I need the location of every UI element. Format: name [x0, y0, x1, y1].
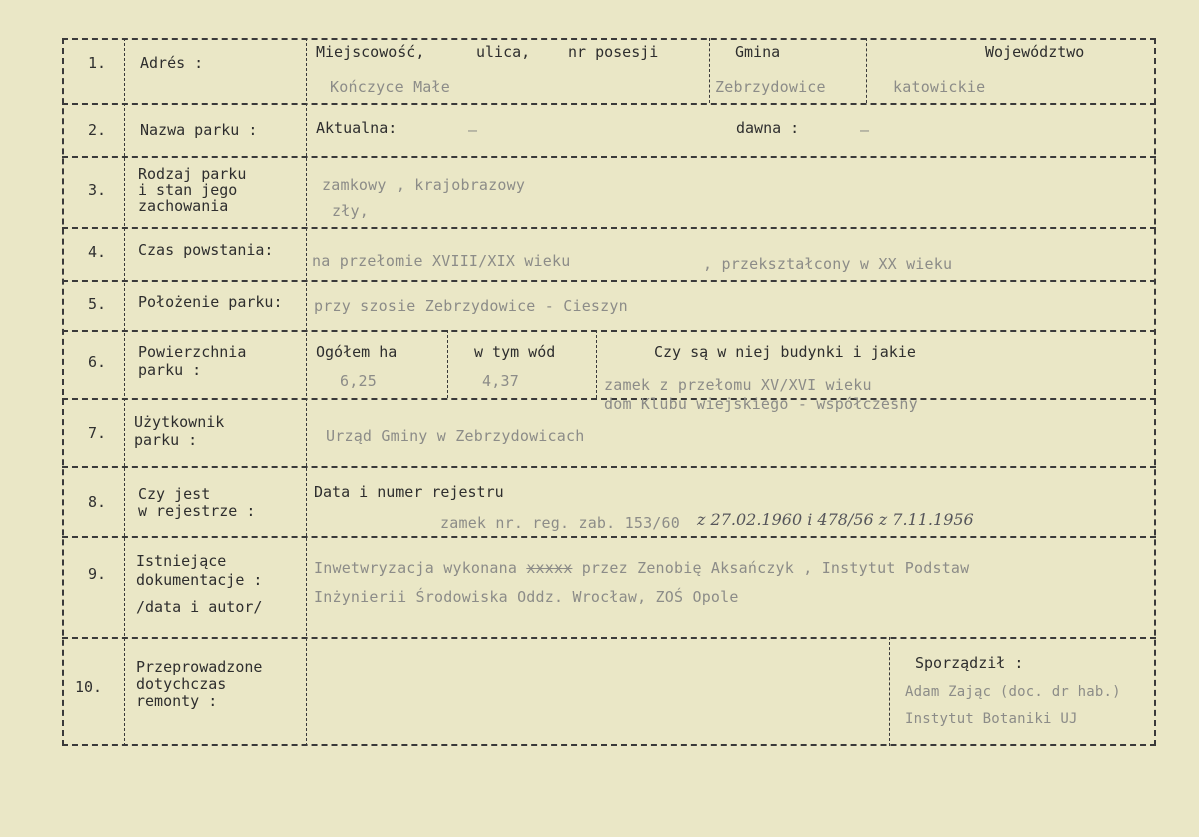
- voivodeship-value: katowickie: [893, 78, 986, 96]
- repairs-label: remonty :: [136, 692, 218, 710]
- locality-header: Miejscowość,: [316, 43, 425, 61]
- creation-time-label: Czas powstania:: [138, 241, 274, 259]
- documentation-label: /data i autor/: [136, 598, 263, 616]
- former-name-value: –: [860, 121, 870, 139]
- row-divider: [62, 637, 1156, 639]
- column-divider: [889, 637, 890, 746]
- street-header: ulica,: [476, 43, 531, 61]
- row-divider: [62, 466, 1156, 468]
- current-name-label: Aktualna:: [316, 119, 398, 137]
- user-value: Urząd Gminy w Zebrzydowicach: [326, 427, 585, 445]
- documentation-text: Inwetwryzacja wykonana: [314, 559, 518, 577]
- buildings-value: dom Klubu wiejskiego - współczesny: [604, 395, 918, 413]
- row-number: 1.: [88, 54, 107, 72]
- documentation-text: przez Zenobię Aksańczyk , Instytut Podstaw: [581, 559, 970, 577]
- water-area-value: 4,37: [482, 372, 519, 390]
- number-header: nr posesji: [568, 43, 659, 61]
- repairs-label: dotychczas: [136, 675, 227, 693]
- row-number: 2.: [88, 121, 107, 139]
- prepared-by-label: Sporządził :: [915, 654, 1024, 672]
- water-area-header: w tym wód: [474, 343, 556, 361]
- row-number: 9.: [88, 565, 107, 583]
- former-name-label: dawna :: [736, 119, 800, 137]
- locality-value: Kończyce Małe: [330, 78, 450, 96]
- row-number: 8.: [88, 493, 107, 511]
- row-number: 4.: [88, 243, 107, 261]
- register-value: zamek nr. reg. zab. 153/60: [440, 514, 680, 532]
- row-divider: [62, 330, 1156, 332]
- row-number: 3.: [88, 181, 107, 199]
- row-number: 10.: [75, 678, 103, 696]
- park-type-label: zachowania: [138, 197, 229, 215]
- buildings-value: zamek z przełomu XV/XVI wieku: [604, 376, 872, 394]
- row-number: 6.: [88, 353, 107, 371]
- register-label: Czy jest: [138, 485, 211, 503]
- park-type-label: i stan jego: [138, 181, 238, 199]
- commune-header: Gmina: [735, 43, 781, 61]
- location-value: przy szosie Zebrzydowice - Cieszyn: [314, 297, 628, 315]
- total-area-header: Ogółem ha: [316, 343, 398, 361]
- park-name-label: Nazwa parku :: [140, 121, 258, 139]
- row-divider: [62, 536, 1156, 538]
- park-type-value: zamkowy , krajobrazowy: [322, 176, 526, 194]
- area-label: parku :: [138, 361, 202, 379]
- voivodeship-header: Województwo: [985, 43, 1085, 61]
- park-condition-value: zły,: [332, 202, 369, 220]
- documentation-value: [314, 560, 969, 577]
- total-area-value: 6,25: [340, 372, 377, 390]
- buildings-header: Czy są w niej budynki i jakie: [654, 343, 916, 361]
- documentation-label: Istniejące: [136, 552, 227, 570]
- row-number: 7.: [88, 424, 107, 442]
- author-value: Instytut Botaniki UJ: [905, 711, 1078, 727]
- area-label: Powierzchnia: [138, 343, 247, 361]
- column-divider: [866, 38, 867, 103]
- column-divider: [709, 38, 710, 103]
- register-handwritten: z 27.02.1960 i 478/56 z 7.11.1956: [697, 510, 974, 529]
- register-header: Data i numer rejestru: [314, 483, 504, 501]
- column-divider: [447, 330, 448, 398]
- row-divider: [62, 103, 1156, 105]
- location-label: Położenie parku:: [138, 293, 283, 311]
- author-value: Adam Zając (doc. dr hab.): [905, 684, 1121, 700]
- row-divider: [62, 227, 1156, 229]
- user-label: Użytkownik: [134, 413, 225, 431]
- repairs-label: Przeprowadzone: [136, 658, 263, 676]
- documentation-value: Inżynierii Środowiska Oddz. Wrocław, ZOŚ Opole: [314, 588, 739, 606]
- commune-value: Zebrzydowice: [715, 78, 826, 96]
- transformation-value: , przekształcony w XX wieku: [703, 255, 953, 273]
- user-label: parku :: [134, 431, 198, 449]
- creation-time-value: na przełomie XVIII/XIX wieku: [312, 252, 571, 270]
- row-divider: [62, 280, 1156, 282]
- row-divider: [62, 156, 1156, 158]
- column-divider: [596, 330, 597, 398]
- struck-word: xxxxx: [526, 559, 573, 577]
- address-label: Adrés :: [140, 54, 204, 72]
- current-name-value: –: [468, 121, 478, 139]
- row-number: 5.: [88, 295, 107, 313]
- column-divider: [124, 38, 125, 746]
- register-label: w rejestrze :: [138, 502, 256, 520]
- documentation-label: dokumentacje :: [136, 571, 263, 589]
- park-type-label: Rodzaj parku: [138, 165, 247, 183]
- column-divider: [306, 38, 307, 746]
